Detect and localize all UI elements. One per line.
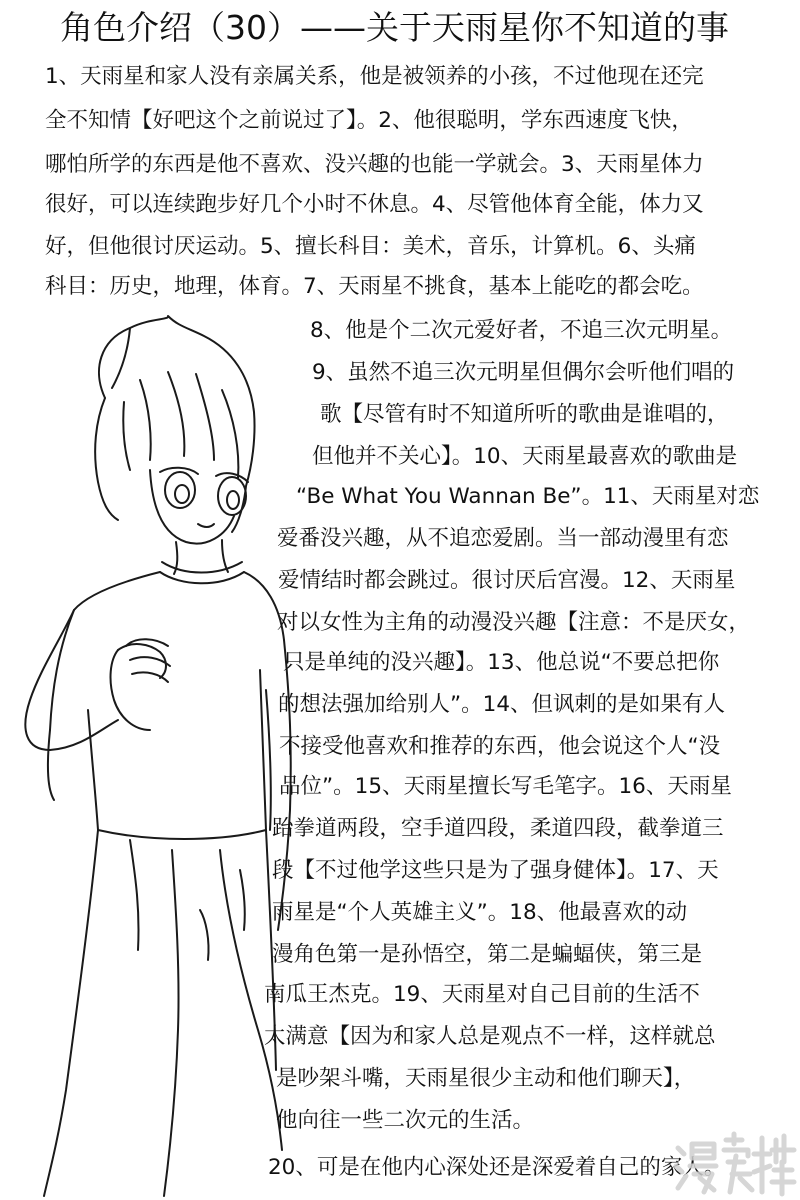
text-line: 但他并不关心】。10、天雨星最喜欢的歌曲是 [312, 444, 738, 469]
text-line: 品位”。15、天雨星擅长写毛笔字。16、天雨星 [279, 774, 732, 799]
text-line: 雨星是“个人英雄主义”。18、他最喜欢的动 [272, 900, 688, 925]
text-line: 是吵架斗嘴，天雨星很少主动和他们聊天】， [276, 1066, 696, 1091]
text-line: 全不知情【好吧这个之前说过了】。2、他很聪明，学东西速度飞快， [45, 108, 693, 133]
text-line: 爱情结时都会跳过。很讨厌后宫漫。12、天雨星 [278, 568, 736, 593]
text-line: 只是单纯的没兴趣】。13、他总说“不要总把你 [283, 650, 720, 675]
text-line: 跆拳道两段，空手道四段，柔道四段，截拳道三 [272, 816, 724, 841]
text-line: 太满意【因为和家人总是观点不一样，这样就总 [264, 1024, 716, 1049]
text-line: 他向往一些二次元的生活。 [276, 1108, 535, 1133]
text-line: 段【不过他学这些只是为了强身健体】。17、天 [272, 858, 719, 883]
page-title: 角色介绍（30）——关于天雨星你不知道的事 [60, 8, 729, 47]
text-line: 的想法强加给别人”。14、但讽刺的是如果有人 [278, 692, 725, 717]
text-line: 对以女性为主角的动漫没兴趣【注意：不是厌女， [277, 610, 751, 635]
text-line: 歌【尽管有时不知道所听的歌曲是谁唱的， [320, 402, 729, 427]
text-line: “Be What You Wannan Be”。11、天雨星对恋 [296, 484, 760, 509]
text-line: 南瓜王杰克。19、天雨星对自己目前的生活不 [264, 982, 700, 1007]
text-line: 1、天雨星和家人没有亲属关系，他是被领养的小孩，不过他现在还完 [45, 64, 704, 89]
text-line: 哪怕所学的东西是他不喜欢、没兴趣的也能一学就会。3、天雨星体力 [45, 152, 704, 177]
text-line: 漫角色第一是孙悟空，第二是蝙蝠侠，第三是 [272, 942, 703, 967]
text-line: 好，但他很讨厌运动。5、擅长科目：美术，音乐，计算机。6、头痛 [45, 234, 696, 259]
watermark-logo [670, 1126, 798, 1198]
text-line: 8、他是个二次元爱好者，不追三次元明星。 [310, 318, 733, 343]
text-line: 9、虽然不追三次元明星但偶尔会听他们唱的 [312, 360, 735, 385]
text-line: 20、可是在他内心深处还是深爱着自己的家人。 [268, 1155, 726, 1180]
text-line: 科目：历史，地理，体育。7、天雨星不挑食，基本上能吃的都会吃。 [45, 274, 704, 299]
text-line: 不接受他喜欢和推荐的东西，他会说这个人“没 [279, 734, 721, 759]
text-line: 很好，可以连续跑步好几个小时不休息。4、尽管他体育全能，体力又 [45, 192, 704, 217]
text-line: 爱番没兴趣，从不追恋爱剧。当一部动漫里有恋 [277, 526, 729, 551]
